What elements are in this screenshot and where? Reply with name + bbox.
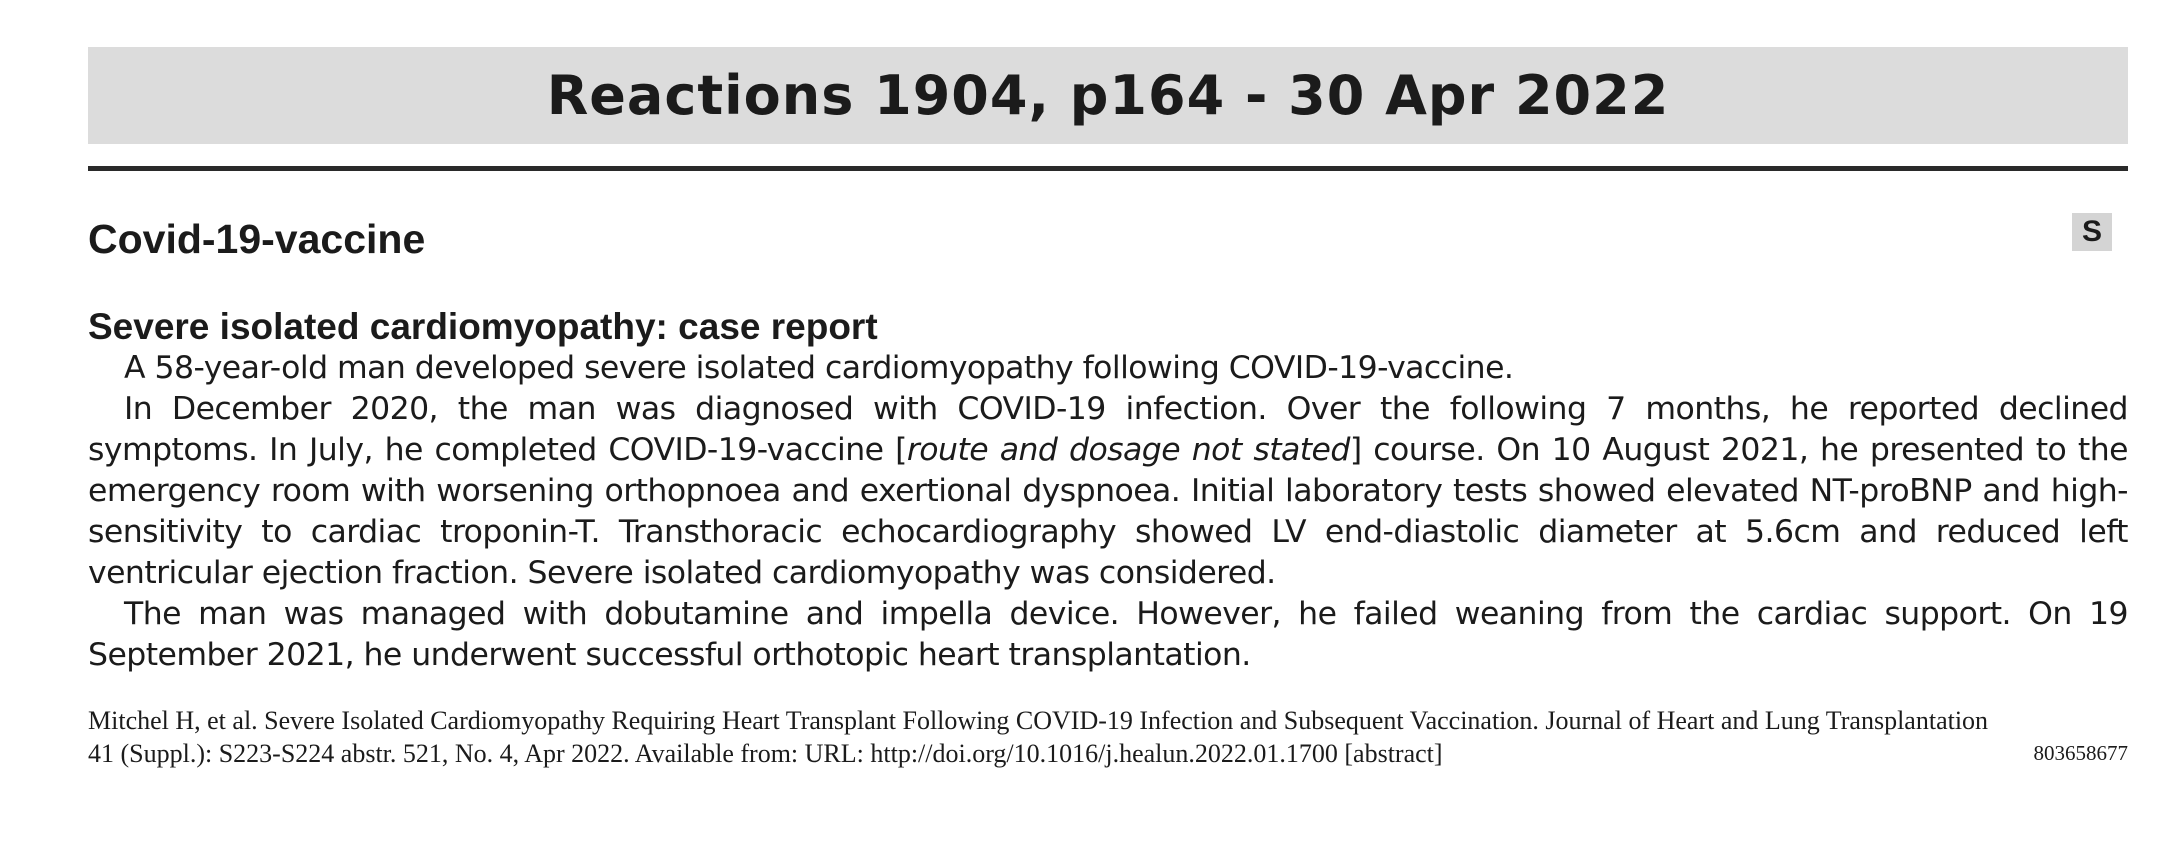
paragraph-history: [88, 389, 2128, 594]
journal-header-band: [88, 47, 2128, 144]
case-report-title: Severe isolated cardiomyopathy: case report: [88, 306, 878, 347]
citation-block: [88, 704, 2128, 770]
citation-id: 803658677: [2033, 741, 2128, 765]
paragraph-history-italic: route and dosage not stated: [906, 432, 1350, 468]
document-page: [88, 47, 2128, 770]
seriousness-badge: S: [2072, 213, 2112, 251]
paragraph-outcome: The man was managed with dobutamine and impella device. However, he failed weaning from the cardiac support. On 19 September 2021, he underwent successful orthotopic heart transplantation.: [88, 596, 2128, 673]
paragraph-summary: A 58-year-old man developed severe isolated cardiomyopathy following COVID-19-vaccine.: [124, 350, 1514, 386]
header-divider: [88, 166, 2128, 171]
paragraph-history-part1: In December 2020, the man was diagnosed with COVID-19 infection. Over the following 7 months, he reported declined symptoms. In July, he completed COVID-19-vaccine [: [88, 391, 2128, 468]
paragraph-history-part2: ] course. On 10 August 2021, he presented to the emergency room with worsening orthopnoea and exertional dyspnoea. Initial laboratory tests showed elevated NT-proBNP and high-sensitivity to cardiac troponin-T. Transthoracic echocardiography showed LV end-diastolic diameter at 5.6cm and reduced left ventricular ejection fraction. Severe isolated cardiomyopathy was considered.: [88, 432, 2128, 591]
citation-text: Mitchel H, et al. Severe Isolated Cardiomyopathy Requiring Heart Transplant Following COVID-19 Infection and Subsequent Vaccination. Journal of Heart and Lung Transplantation 41 (Suppl.): S223-S224 abstr. 521, No. 4, Apr 2022. Available from: URL: http://doi.org/10.1016/j.healun.2022.01.1700 [abstract]: [88, 706, 1989, 768]
journal-issue-title: Reactions 1904, p164 - 30 Apr 2022: [546, 64, 1670, 127]
drug-heading-row: [88, 216, 2128, 266]
case-report-body: [88, 348, 2128, 676]
drug-name-heading: Covid-19-vaccine: [88, 216, 426, 262]
